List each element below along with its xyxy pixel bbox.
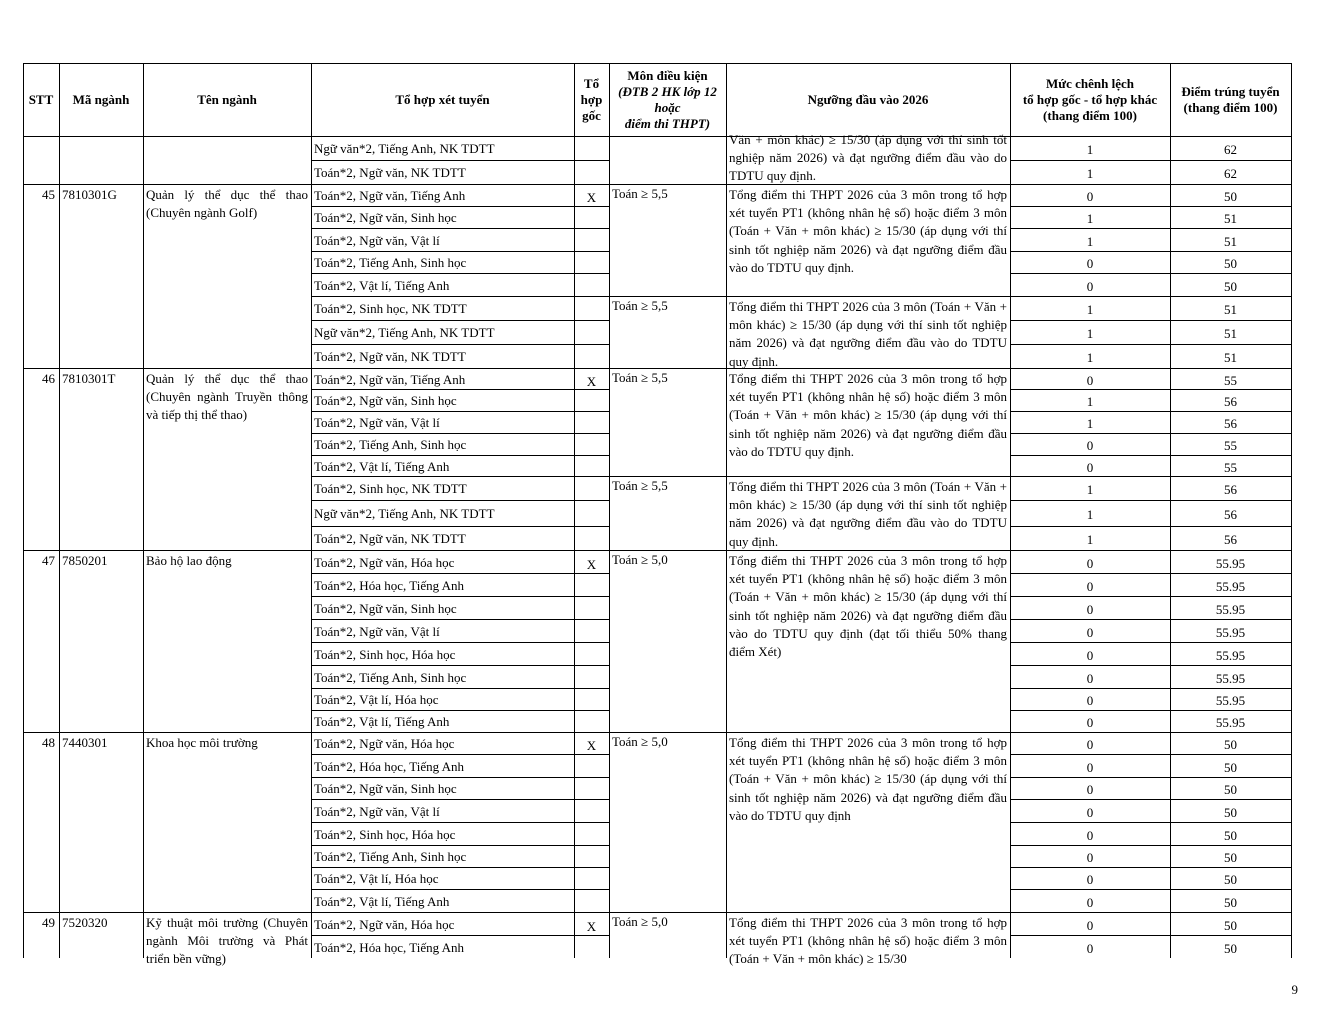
- combo-cell: Ngữ văn*2, Tiếng Anh, NK TDTT: [314, 141, 495, 156]
- original-combo-mark: [577, 300, 606, 322]
- combo-cell: Ngữ văn*2, Tiếng Anh, NK TDTT: [314, 325, 495, 340]
- difference-cell: 0: [1086, 941, 1094, 956]
- header-ma-nganh: [59, 63, 143, 136]
- combo-cell: Ngữ văn*2, Tiếng Anh, NK TDTT: [314, 506, 495, 521]
- original-combo-mark: [577, 392, 606, 414]
- original-combo-mark: [577, 414, 606, 436]
- score-cell: 50: [1224, 760, 1237, 775]
- difference-cell: 0: [1086, 625, 1094, 640]
- major-name-cell: Bảo hộ lao động: [146, 553, 232, 568]
- column-divider: [1010, 63, 1011, 958]
- difference-cell: 0: [1086, 602, 1094, 617]
- header-diem-trung-tuyen-line: Điểm trúng tuyển: [1181, 83, 1280, 99]
- difference-cell: 0: [1086, 828, 1094, 843]
- header-nguong: [726, 63, 1010, 136]
- major-code-cell: 7520320: [62, 915, 108, 930]
- score-cell: 51: [1224, 302, 1237, 317]
- subject-condition-cell: [612, 135, 723, 157]
- original-combo-mark: [577, 277, 606, 299]
- combo-cell: Toán*2, Ngữ văn, Vật lí: [314, 624, 440, 639]
- difference-cell: 0: [1086, 579, 1094, 594]
- header-stt-text: STT: [28, 91, 54, 107]
- original-combo-mark: [577, 758, 606, 780]
- original-combo-mark: [577, 848, 606, 870]
- subject-condition-cell: Toán ≥ 5,0: [612, 552, 668, 567]
- combo-cell: Toán*2, Ngữ văn, Sinh học: [314, 781, 457, 796]
- combo-cell: Toán*2, Vật lí, Tiếng Anh: [314, 714, 450, 729]
- combo-cell: Toán*2, Ngữ văn, NK TDTT: [314, 165, 466, 180]
- column-divider: [23, 63, 24, 958]
- entry-threshold-cell: Tổng điểm thi THPT 2026 của 3 môn trong tổ hợp xét tuyển PT1 (không nhân hệ số) hoặc điểm 3 môn (Toán + Văn + môn khác) ≥ 15/30 (áp dụng với thí sinh tốt nghiệp năm 2026) và đạt ngưỡng điểm đầu vào do TDTU quy định.: [729, 371, 1007, 459]
- major-name-cell: [146, 138, 308, 184]
- difference-cell: 0: [1086, 895, 1094, 910]
- difference-cell: 0: [1086, 693, 1094, 708]
- difference-cell: 0: [1086, 648, 1094, 663]
- stt-cell: 47: [42, 553, 55, 568]
- score-cell: 55.95: [1215, 579, 1246, 594]
- score-cell: 55: [1224, 373, 1237, 388]
- score-cell: 50: [1224, 895, 1237, 910]
- original-combo-mark: [577, 140, 606, 162]
- row-divider: [311, 526, 610, 527]
- score-cell: 51: [1224, 211, 1237, 226]
- score-cell: 50: [1224, 850, 1237, 865]
- header-mon-dieu-kien-line: Môn điều kiện: [627, 67, 708, 83]
- difference-cell: 0: [1086, 189, 1094, 204]
- combo-cell: Toán*2, Ngữ văn, Vật lí: [314, 233, 440, 248]
- combo-cell: Toán*2, Sinh học, Hóa học: [314, 647, 456, 662]
- original-combo-mark: [577, 348, 606, 370]
- header-muc-chenh-lech-line: Mức chênh lệch: [1046, 75, 1134, 91]
- score-cell: 55.95: [1215, 625, 1246, 640]
- combo-cell: Toán*2, Ngữ văn, NK TDTT: [314, 349, 466, 364]
- combo-cell: Toán*2, Vật lí, Tiếng Anh: [314, 894, 450, 909]
- difference-cell: 0: [1086, 373, 1094, 388]
- entry-threshold-cell: Tổng điểm thi THPT 2026 của 3 môn trong tổ hợp xét tuyển PT1 (không nhân hệ số) hoặc điểm 3 môn (Toán + Văn + môn khác) ≥ 15/30 (áp dụng với thí sinh tốt nghiệp năm 2026) và đạt ngưỡng điểm đầu vào do TDTU quy định: [729, 735, 1007, 823]
- major-code-cell: 7850201: [62, 553, 108, 568]
- column-divider: [311, 63, 312, 958]
- score-cell: 56: [1224, 507, 1237, 522]
- original-combo-mark: [577, 209, 606, 231]
- original-combo-mark: [577, 436, 606, 458]
- original-combo-mark: X: [586, 374, 597, 389]
- difference-cell: 0: [1086, 715, 1094, 730]
- original-combo-mark: [577, 623, 606, 645]
- score-cell: 50: [1224, 256, 1237, 271]
- column-divider: [143, 63, 144, 958]
- subject-condition-cell: Toán ≥ 5,5: [612, 478, 668, 493]
- combo-cell: Toán*2, Ngữ văn, Tiếng Anh: [314, 372, 466, 387]
- score-cell: 55.95: [1215, 693, 1246, 708]
- score-cell: 50: [1224, 828, 1237, 843]
- entry-threshold-cell: Văn + môn khác) ≥ 15/30 (áp dụng với thí sinh tốt nghiệp năm 2026) và đạt ngưỡng điểm đầu vào do TDTU quy định.: [729, 132, 1007, 184]
- page-number: 9: [1291, 982, 1298, 997]
- difference-cell: 1: [1086, 211, 1094, 226]
- column-divider: [574, 63, 575, 958]
- original-combo-mark: [577, 803, 606, 825]
- header-mon-dieu-kien-line: hoặc: [654, 99, 681, 115]
- difference-cell: 1: [1086, 482, 1094, 497]
- header-to-hop-goc: [574, 63, 609, 136]
- original-combo-mark: [577, 646, 606, 668]
- combo-cell: Toán*2, Hóa học, Tiếng Anh: [314, 578, 465, 593]
- major-name-cell: Quản lý thể dục thể thao (Chuyên ngành Truyền thông và tiếp thị thể thao): [146, 371, 308, 423]
- header-diem-trung-tuyen-line: (thang điểm 100): [1183, 99, 1278, 115]
- difference-cell: 0: [1086, 805, 1094, 820]
- combo-cell: Toán*2, Sinh học, NK TDTT: [314, 301, 467, 316]
- header-muc-chenh-lech-line: tổ hợp gốc - tổ hợp khác: [1022, 91, 1158, 107]
- header-nguong-text: Ngưỡng đầu vào 2026: [807, 91, 929, 107]
- column-divider: [726, 63, 727, 958]
- original-combo-mark: [577, 691, 606, 713]
- original-combo-mark: X: [586, 738, 597, 753]
- major-name-cell: Kỹ thuật môi trường (Chuyên ngành Môi trường và Phát triển bền vững): [146, 915, 308, 967]
- original-combo-mark: [577, 870, 606, 892]
- score-cell: 62: [1224, 166, 1237, 181]
- score-cell: 55.95: [1215, 648, 1246, 663]
- header-to-hop-text: Tổ hợp xét tuyển: [395, 91, 490, 107]
- major-name-cell: Quản lý thể dục thể thao (Chuyên ngành Golf): [146, 187, 308, 221]
- combo-cell: Toán*2, Ngữ văn, NK TDTT: [314, 531, 466, 546]
- score-cell: 50: [1224, 279, 1237, 294]
- original-combo-mark: [577, 577, 606, 599]
- header-diem-trung-tuyen: [1170, 63, 1291, 136]
- combo-cell: Toán*2, Tiếng Anh, Sinh học: [314, 670, 467, 685]
- combo-cell: Toán*2, Hóa học, Tiếng Anh: [314, 759, 465, 774]
- row-divider: [1010, 526, 1292, 527]
- header-to-hop-goc-line: gốc: [582, 107, 601, 123]
- entry-threshold-cell: Tổng điểm thi THPT 2026 của 3 môn (Toán + Văn + môn khác) ≥ 15/30 (áp dụng với thí sinh tốt nghiệp năm 2026) và đạt ngưỡng điểm đầu vào do TDTU quy định.: [729, 479, 1007, 549]
- original-combo-mark: [577, 713, 606, 735]
- row-divider: [311, 320, 610, 321]
- original-combo-mark: [577, 480, 606, 502]
- difference-cell: 0: [1086, 918, 1094, 933]
- score-cell: 50: [1224, 941, 1237, 956]
- difference-cell: 0: [1086, 279, 1094, 294]
- combo-cell: Toán*2, Ngữ văn, Hóa học: [314, 555, 455, 570]
- subject-condition-cell: Toán ≥ 5,5: [612, 298, 668, 313]
- header-ma-nganh-text: Mã ngành: [72, 91, 130, 107]
- score-cell: 56: [1224, 532, 1237, 547]
- score-cell: 50: [1224, 918, 1237, 933]
- score-cell: 50: [1224, 782, 1237, 797]
- score-cell: 56: [1224, 394, 1237, 409]
- header-to-hop-goc-line: Tổ: [583, 75, 600, 91]
- score-cell: 50: [1224, 872, 1237, 887]
- header-to-hop: [311, 63, 574, 136]
- difference-cell: 0: [1086, 556, 1094, 571]
- header-muc-chenh-lech: [1010, 63, 1170, 136]
- original-combo-mark: X: [586, 557, 597, 572]
- entry-threshold-cell: Tổng điểm thi THPT 2026 của 3 môn (Toán + Văn + môn khác) ≥ 15/30 (áp dụng với thí sinh tốt nghiệp năm 2026) và đạt ngưỡng điểm đầu vào do TDTU quy định.: [729, 299, 1007, 369]
- score-cell: 56: [1224, 416, 1237, 431]
- stt-cell: 49: [42, 915, 55, 930]
- difference-cell: 1: [1086, 166, 1094, 181]
- score-cell: 55: [1224, 438, 1237, 453]
- combo-cell: Toán*2, Sinh học, NK TDTT: [314, 481, 467, 496]
- column-divider: [1170, 63, 1171, 958]
- difference-cell: 1: [1086, 416, 1094, 431]
- difference-cell: 1: [1086, 394, 1094, 409]
- difference-cell: 1: [1086, 532, 1094, 547]
- subject-condition-cell: Toán ≥ 5,5: [612, 186, 668, 201]
- header-mon-dieu-kien-line: (ĐTB 2 HK lớp 12: [618, 83, 717, 99]
- difference-cell: 0: [1086, 850, 1094, 865]
- difference-cell: 0: [1086, 438, 1094, 453]
- combo-cell: Toán*2, Ngữ văn, Vật lí: [314, 804, 440, 819]
- row-divider: [311, 500, 610, 501]
- difference-cell: 1: [1086, 507, 1094, 522]
- score-cell: 50: [1224, 189, 1237, 204]
- header-mon-dieu-kien-line: điểm thi THPT): [624, 115, 711, 131]
- difference-cell: 0: [1086, 872, 1094, 887]
- difference-cell: 0: [1086, 760, 1094, 775]
- entry-threshold-cell: Tổng điểm thi THPT 2026 của 3 môn trong tổ hợp xét tuyển PT1 (không nhân hệ số) hoặc điểm 3 môn (Toán + Văn + môn khác) ≥ 15/30 (áp dụng với thí sinh tốt nghiệp năm 2026) và đạt ngưỡng điểm đầu vào do TDTU quy định.: [729, 187, 1007, 275]
- original-combo-mark: X: [586, 190, 597, 205]
- score-cell: 55.95: [1215, 556, 1246, 571]
- stt-cell: [27, 136, 55, 158]
- header-mon-dieu-kien: [609, 63, 726, 136]
- entry-threshold-cell: Tổng điểm thi THPT 2026 của 3 môn trong tổ hợp xét tuyển PT1 (không nhân hệ số) hoặc điểm 3 môn (Toán + Văn + môn khác) ≥ 15/30: [729, 915, 1007, 967]
- score-cell: 51: [1224, 326, 1237, 341]
- score-cell: 50: [1224, 805, 1237, 820]
- subject-condition-cell: Toán ≥ 5,5: [612, 370, 668, 385]
- entry-threshold-cell: Tổng điểm thi THPT 2026 của 3 môn trong tổ hợp xét tuyển PT1 (không nhân hệ số) hoặc điểm 3 môn (Toán + Văn + môn khác) ≥ 15/30 (áp dụng với thí sinh tốt nghiệp năm 2026) và đạt ngưỡng điểm đầu vào do TDTU quy định (đạt tối thiểu 50% thang điểm Xét): [729, 553, 1007, 660]
- combo-cell: Toán*2, Ngữ văn, Hóa học: [314, 736, 455, 751]
- combo-cell: Toán*2, Vật lí, Hóa học: [314, 692, 439, 707]
- column-divider: [59, 63, 60, 958]
- original-combo-mark: [577, 600, 606, 622]
- original-combo-mark: [577, 780, 606, 802]
- score-cell: 55.95: [1215, 671, 1246, 686]
- subject-condition-cell: Toán ≥ 5,0: [612, 914, 668, 929]
- combo-cell: Toán*2, Ngữ văn, Sinh học: [314, 393, 457, 408]
- difference-cell: 0: [1086, 671, 1094, 686]
- major-name-cell: Khoa học môi trường: [146, 735, 258, 750]
- combo-cell: Toán*2, Hóa học, Tiếng Anh: [314, 940, 465, 955]
- original-combo-mark: X: [586, 919, 597, 934]
- major-code-cell: [62, 136, 140, 158]
- combo-cell: Toán*2, Tiếng Anh, Sinh học: [314, 255, 467, 270]
- major-code-cell: 7810301T: [62, 371, 116, 386]
- difference-cell: 1: [1086, 326, 1094, 341]
- stt-cell: 46: [42, 371, 55, 386]
- difference-cell: 0: [1086, 256, 1094, 271]
- major-code-cell: 7810301G: [62, 187, 117, 202]
- combo-cell: Toán*2, Ngữ văn, Hóa học: [314, 917, 455, 932]
- stt-cell: 45: [42, 187, 55, 202]
- combo-cell: Toán*2, Tiếng Anh, Sinh học: [314, 849, 467, 864]
- score-cell: 55: [1224, 460, 1237, 475]
- row-divider: [311, 344, 610, 345]
- combo-cell: Toán*2, Ngữ văn, Vật lí: [314, 415, 440, 430]
- original-combo-mark: [577, 164, 606, 186]
- original-combo-mark: [577, 232, 606, 254]
- score-cell: 51: [1224, 234, 1237, 249]
- combo-cell: Toán*2, Vật lí, Tiếng Anh: [314, 459, 450, 474]
- score-cell: 56: [1224, 482, 1237, 497]
- score-cell: 50: [1224, 737, 1237, 752]
- difference-cell: 1: [1086, 142, 1094, 157]
- major-code-cell: 7440301: [62, 735, 108, 750]
- original-combo-mark: [577, 669, 606, 691]
- combo-cell: Toán*2, Ngữ văn, Sinh học: [314, 601, 457, 616]
- combo-cell: Toán*2, Tiếng Anh, Sinh học: [314, 437, 467, 452]
- difference-cell: 1: [1086, 350, 1094, 365]
- original-combo-mark: [577, 505, 606, 527]
- header-ten-nganh: [143, 63, 311, 136]
- original-combo-mark: [577, 826, 606, 848]
- header-to-hop-goc-line: hợp: [580, 91, 603, 107]
- header-stt: [23, 63, 59, 136]
- score-cell: 62: [1224, 142, 1237, 157]
- original-combo-mark: [577, 254, 606, 276]
- subject-condition-cell: Toán ≥ 5,0: [612, 734, 668, 749]
- combo-cell: Toán*2, Ngữ văn, Sinh học: [314, 210, 457, 225]
- combo-cell: Toán*2, Sinh học, Hóa học: [314, 827, 456, 842]
- header-muc-chenh-lech-line: (thang điểm 100): [1043, 107, 1137, 123]
- difference-cell: 0: [1086, 782, 1094, 797]
- header-ten-nganh-text: Tên ngành: [197, 91, 257, 107]
- difference-cell: 1: [1086, 234, 1094, 249]
- difference-cell: 1: [1086, 302, 1094, 317]
- difference-cell: 0: [1086, 737, 1094, 752]
- original-combo-mark: [577, 530, 606, 552]
- combo-cell: Toán*2, Vật lí, Hóa học: [314, 871, 439, 886]
- original-combo-mark: [577, 939, 606, 961]
- row-divider: [311, 160, 610, 161]
- original-combo-mark: [577, 458, 606, 480]
- column-divider: [1291, 63, 1292, 958]
- column-divider: [609, 63, 610, 958]
- score-cell: 55.95: [1215, 715, 1246, 730]
- combo-cell: Toán*2, Ngữ văn, Tiếng Anh: [314, 188, 466, 203]
- original-combo-mark: [577, 893, 606, 915]
- score-cell: 51: [1224, 350, 1237, 365]
- combo-cell: Toán*2, Vật lí, Tiếng Anh: [314, 278, 450, 293]
- score-cell: 55.95: [1215, 602, 1246, 617]
- original-combo-mark: [577, 324, 606, 346]
- stt-cell: 48: [42, 735, 55, 750]
- difference-cell: 0: [1086, 460, 1094, 475]
